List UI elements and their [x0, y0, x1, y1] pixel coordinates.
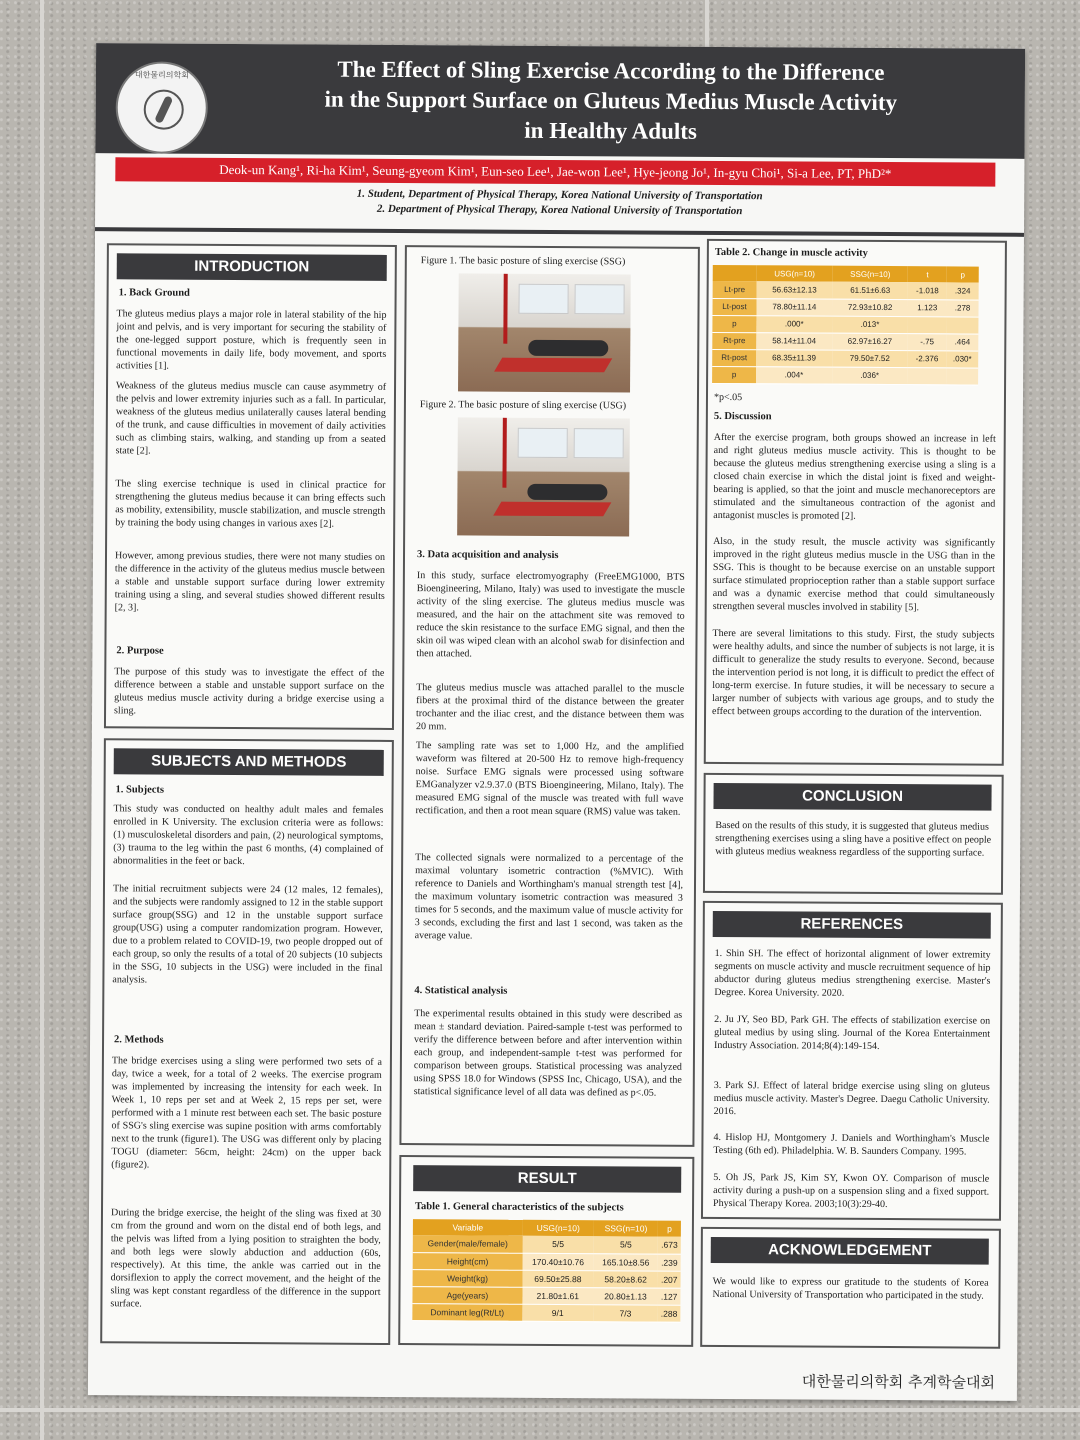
- data-analysis-section: [399, 245, 699, 1147]
- table-header: SSG(n=10): [594, 1220, 659, 1236]
- table-cell: .464: [946, 333, 978, 350]
- table-row: [713, 281, 979, 300]
- figure-2-photo: [457, 417, 630, 536]
- paragraph: The bridge exercises using a sling were performed two sets of a day, twice a week, for a total of 2 weeks. The exercise program was implemented by increasing the intensity for each week. In Week 1, 10 reps per set and at Week 2, 15 reps per set, were performed with a 1 minute rest between each set. The basic posture of SSG's sling exercise was supine position with arms comfortably next to the trunk (figure1). The USG was different only by placing TOGU (diameter: 56cm, height: 24cm) on the upper back (figure2).: [111, 1055, 382, 1171]
- table-row: [413, 1235, 681, 1254]
- table-cell: Age(years): [412, 1286, 522, 1304]
- paragraph: There are several limitations to this study. First, the study subjects were healthy adults, and since the number of subjects is not large, it is difficult to generalize the study results to everyone. Second, because the intervention period is not long, it is difficult to predict the effect of long-term exercise. In future studies, it will be necessary to secure a larger number of subjects with various age groups, and to study the effect between groups according to the duration of the intervention.: [712, 627, 995, 719]
- table-cell: 1.123: [908, 299, 947, 316]
- conference-footer: 대한물리의학회 추계학술대회: [801, 1372, 996, 1392]
- subsection-title: 4. Statistical analysis: [414, 985, 508, 997]
- reference-item: 1. Shin SH. The effect of horizontal alignment of lower extremity segments on muscle activity and muscle recruitment sequence of hip abductor during gluteus medius strengthening exercise. Master's Degree. Korea University. 2020.: [714, 947, 991, 999]
- table-header: SSG(n=10): [832, 266, 908, 282]
- paragraph: The collected signals were normalized to a percentage of the maximal voluntary isometric contraction (%MVIC). With reference to Daniels and Worthingham's manual strength test [4], the maximum voluntary isometric contraction was measured 3 times for 5 seconds, and the maximum value of muscle activity for 3 seconds, excluding the first and last 1 second, was taken as the average value.: [414, 852, 684, 942]
- paragraph: After the exercise program, both groups showed an increase in left and right gluteus medius muscle activity. This is thought to be because the gluteus medius strengthening exercise using a sling is a closed chain exercise in which the distal joint is fixed and weight-bearing is applied, so that the joint and muscle mechanoreceptors are stimulated and the simultaneous contraction of the agonist and antagonist muscles is promoted [2].: [713, 431, 996, 522]
- title-line: The Effect of Sling Exercise According to the Difference: [337, 56, 885, 85]
- table-cell: 21.80±1.61: [522, 1287, 593, 1304]
- paragraph: The gluteus medius muscle was attached parallel to the muscle fibers at the proximal third of the distance between the greater trochanter and the iliac crest, and the distance between them was 20 mm.: [415, 682, 685, 733]
- table-cell: 5/5: [523, 1236, 594, 1253]
- table-cell: p: [712, 366, 756, 383]
- table-cell: 68.35±11.39: [756, 349, 832, 366]
- table-cell: Height(cm): [413, 1252, 523, 1270]
- table-cell: -1.018: [908, 282, 947, 299]
- paragraph: Weakness of the gluteus medius muscle can cause asymmetry of the pelvis and lower extremity injuries such as a fall. In particular, weakness of the gluteus medius unilaterally causes lateral bending of the trunk, and cause difficulties in movement of daily activities such as climbing stairs, walking, and standing up from a seated state [2].: [115, 380, 387, 457]
- table-row: [712, 366, 978, 385]
- floor-seam: [705, 0, 709, 50]
- window-shape: [518, 428, 568, 458]
- mat-shape: [493, 502, 611, 517]
- table-title: Table 1. General characteristics of the subjects: [415, 1201, 624, 1214]
- paragraph: We would like to express our gratitude to the students of Korea National University of Transportation who participated in the study.: [712, 1275, 989, 1302]
- table-row: [413, 1252, 681, 1271]
- paragraph: Based on the results of this study, it is suggested that gluteus medius strengthening exercises using a sling have a positive effect on people with gluteus medius weakness regardless of the supporting surface.: [715, 819, 992, 859]
- reference-item: 2. Ju JY, Seo BD, Park GH. The effects of stabilization exercise on gluteal medius by using sling. Journal of the Korea Entertainment Industry Association. 2014;8(4):149-154.: [713, 1013, 991, 1052]
- table-cell: Lt-post: [712, 298, 756, 315]
- figure-caption: Figure 2. The basic posture of sling exercise (USG): [419, 399, 627, 412]
- paragraph: The initial recruitment subjects were 24 (12 males, 12 females), and the subjects were randomly assigned to 12 in the stable support surface group(SSG) and 12 in the unstable support surface group(USG) using a computer randomization program. However, due to a problem related to COVID-19, two people dropped out of each group, so only the results of a total of 20 subjects (10 subjects in the SSG, 10 subjects in the USG) were included in the final analysis.: [112, 883, 384, 986]
- table-header: USG(n=10): [523, 1220, 594, 1236]
- paragraph: The purpose of this study was to investigate the effect of the difference between a stable and unstable support surface on the gluteus medius muscle activity during a bridge exercise using a sling.: [114, 666, 385, 717]
- table-cell: Rt-pre: [712, 332, 756, 349]
- reference-item: 4. Hislop HJ, Montgomery J. Daniels and Worthingham's Muscle Testing (6th ed). Philadelphia. W. B. Saunders Company. 1995.: [713, 1131, 990, 1158]
- subsection-title: 3. Data acquisition and analysis: [416, 549, 559, 562]
- table-cell: 5/5: [594, 1236, 659, 1253]
- reference-item: 5. Oh JS, Park JS, Kim SY, Kwon OY. Comparison of muscle activity during a push-up on a suspension sling and a fixed support. Physical Therapy Korea. 2003;10(3):29-40.: [713, 1171, 990, 1211]
- sling-shape: [502, 418, 506, 488]
- floor-seam: [40, 0, 44, 1440]
- table-cell: 72.93±10.82: [832, 299, 908, 316]
- paragraph: Also, in the study result, the muscle activity was significantly improved in the right gluteus medius muscle in the USG than in the SSG. This is thought to be because exercise on an unstable support surface stimulated proprioception rather than a stable support surface and was a dynamic exercise method that could simultaneously strengthen several muscles involved in stability [5].: [712, 535, 996, 614]
- title-line: in the Support Surface on Gluteus Medius Muscle Activity: [324, 86, 898, 116]
- reference-item: 3. Park SJ. Effect of lateral bridge exercise using sling on gluteus medius muscle activity. Master's Degree. Daegu Catholic University. 2016.: [713, 1079, 990, 1118]
- table-header: [713, 265, 757, 281]
- conclusion-section: [703, 773, 1004, 895]
- table-header: t: [908, 266, 947, 282]
- table-header: Variable: [413, 1219, 523, 1236]
- paragraph: During the bridge exercise, the height of the sling was fixed at 30 cm from the ground and worn on the distal end of both legs, and the pelvis was lifted from a lying position to straighten the body, and both legs were slowly abduction and adduction (60s, respectively). At this time, the ankle was carried out in the dorsiflexion to apply the correct movement, and the height of the sling was kept constant regardless of the difference in the support surface.: [110, 1207, 382, 1310]
- figure-1-photo: [458, 273, 631, 392]
- table-cell: .127: [658, 1288, 681, 1305]
- subsection-title: 1. Subjects: [115, 784, 165, 796]
- table-cell: p: [712, 315, 756, 332]
- affiliations: [95, 185, 1024, 221]
- table-header: p: [947, 266, 979, 282]
- table-cell: 69.50±25.88: [522, 1270, 593, 1287]
- affiliation: 1. Student, Department of Physical Therapy, Korea National University of Transportation: [356, 187, 763, 203]
- table-cell: Weight(kg): [413, 1269, 523, 1287]
- table-cell: 56.63±12.13: [757, 281, 833, 298]
- paragraph: However, among previous studies, there were not many studies on the difference in the activity of the gluteus medius muscle between a stable and unstable support surface during lower extremity training using a sling, and several studies showed different results [2, 3].: [114, 550, 386, 614]
- table-cell: .288: [658, 1305, 681, 1322]
- sling-shape: [503, 274, 507, 344]
- table-row: [712, 332, 978, 351]
- section-heading: CONCLUSION: [713, 783, 991, 811]
- references-section: [701, 901, 1003, 1221]
- table-cell: 79.50±7.52: [832, 350, 908, 367]
- table-cell: [946, 367, 978, 384]
- discussion-section: [704, 239, 1007, 766]
- table-cell: 61.51±6.63: [832, 282, 908, 299]
- subsection-title: 1. Back Ground: [118, 287, 190, 299]
- logo-emblem-icon: [144, 89, 184, 129]
- paragraph: The sampling rate was set to 1,000 Hz, and the amplified waveform was filtered at 20-500 Hz to remove high-frequency noise. Surface EMG signals were processed using software EMGanalyzer v2.9.37.0 (BTS Bioengineering, Milano, Italy). The measured EMG signal of the muscle was treated with full wave rectification, and then a root mean square (RMS) value was taken.: [415, 740, 684, 818]
- section-heading: ACKNOWLEDGEMENT: [711, 1237, 989, 1265]
- window-shape: [574, 284, 624, 314]
- table-row: [413, 1269, 681, 1288]
- table-cell: .239: [658, 1254, 681, 1271]
- acknowledgement-section: [700, 1227, 1001, 1349]
- table-cell: 62.97±16.27: [832, 333, 908, 350]
- title-line: in Healthy Adults: [524, 117, 697, 144]
- paragraph: The experimental results obtained in this study were described as mean ± standard deviation. Paired-sample t-test was performed to verify the difference between before and after intervention within each group, and independent-sample t-test was performed for comparison between groups. Statistical processing was analyzed using SPSS 18.0 for Windows (SPSS Inc, Chicago, USA), and the statistical significance level of all data was defined as p<.05.: [413, 1008, 683, 1099]
- author-list: Deok-un Kang¹, Ri-ha Kim¹, Seung-gyeom Kim¹, Eun-seo Lee¹, Jae-won Lee¹, Hye-jeong Jo¹, In-gyu Choi¹, Si-a Lee, PT, PhD²*: [115, 157, 995, 186]
- window-shape: [574, 428, 624, 458]
- table-cell: .324: [947, 282, 979, 299]
- section-heading: REFERENCES: [713, 911, 991, 939]
- table-cell: 58.14±11.04: [756, 332, 832, 349]
- paragraph: The gluteus medius plays a major role in lateral stability of the hip joint and pelvis, and is very important for securing the stability of the one-legged support posture, which is frequently seen in functional movements in daily life, body movement, and sports activities [1].: [116, 308, 387, 372]
- table-row: [412, 1286, 680, 1305]
- window-shape: [518, 284, 568, 314]
- society-logo: [115, 61, 208, 154]
- introduction-section: [104, 243, 397, 730]
- table-cell: Rt-post: [712, 349, 756, 366]
- table-cell: 78.80±11.14: [756, 298, 832, 315]
- table-cell: .004*: [756, 366, 832, 383]
- table-cell: .673: [658, 1237, 681, 1254]
- subsection-title: 2. Purpose: [116, 645, 164, 657]
- table-cell: 9/1: [522, 1304, 593, 1321]
- result-section: [398, 1155, 694, 1347]
- table-cell: [946, 316, 978, 333]
- table-cell: .013*: [832, 316, 908, 333]
- table-cell: 7/3: [593, 1304, 658, 1321]
- table-cell: 20.80±1.13: [593, 1287, 658, 1304]
- table-cell: 165.10±8.56: [593, 1253, 658, 1270]
- subsection-title: 2. Methods: [114, 1034, 164, 1046]
- table-cell: -.75: [908, 333, 947, 350]
- table-row: [712, 315, 978, 334]
- section-heading: SUBJECTS AND METHODS: [114, 748, 384, 776]
- figure-caption: Figure 1. The basic posture of sling exercise (SSG): [420, 255, 626, 268]
- table-row: [412, 1303, 680, 1322]
- table-1: [412, 1219, 681, 1322]
- table-cell: [908, 367, 947, 384]
- divider: [95, 227, 1024, 237]
- logo-text: 대한물리의학회: [134, 70, 190, 80]
- table-note: *p<.05: [713, 391, 743, 404]
- floor-seam: [0, 1408, 1080, 1412]
- poster: [88, 43, 1025, 1401]
- table-cell: -2.376: [908, 350, 947, 367]
- paragraph: The sling exercise technique is used in clinical practice for strengthening the gluteus medius because it can bring effects such as mobility, extensibility, muscle stabilization, and muscle strength by training the body using changes in various axes [2].: [115, 478, 386, 530]
- table-title: Table 2. Change in muscle activity: [714, 246, 868, 259]
- section-heading: INTRODUCTION: [117, 253, 387, 281]
- table-cell: Dominant leg(Rt/Lt): [412, 1303, 522, 1321]
- poster-title: [226, 54, 997, 149]
- table-header: USG(n=10): [757, 265, 833, 281]
- paragraph: This study was conducted on healthy adult males and females enrolled in K University. The exclusion criteria were as follows: (1) musculoskeletal disorders and pain, (2) neurological symptoms, (3) trauma to the leg within the past 6 months, (4) complained of abnormalities in the feet or back.: [113, 803, 384, 868]
- table-cell: Gender(male/female): [413, 1235, 523, 1253]
- subsection-title: 5. Discussion: [713, 410, 772, 423]
- person-shape: [527, 484, 607, 500]
- table-row: [712, 298, 978, 317]
- mat-shape: [494, 358, 612, 373]
- table-header: p: [658, 1221, 681, 1237]
- section-heading: RESULT: [413, 1165, 681, 1193]
- table-cell: [908, 316, 947, 333]
- table-cell: .030*: [946, 350, 978, 367]
- affiliation: 2. Department of Physical Therapy, Korea National University of Transportation: [376, 202, 743, 218]
- table-cell: 170.40±10.76: [522, 1253, 593, 1270]
- table-cell: .207: [658, 1271, 681, 1288]
- table-cell: .278: [947, 299, 979, 316]
- person-shape: [528, 340, 608, 356]
- methods-section: [100, 738, 394, 1345]
- table-cell: Lt-pre: [713, 281, 757, 298]
- table-cell: .000*: [756, 315, 832, 332]
- table-cell: .036*: [832, 367, 908, 384]
- table-2: [712, 265, 979, 385]
- paragraph: In this study, surface electromyography (FreeEMG1000, BTS Bioengineering, Milano, Italy) was used to investigate the muscle activity of the sling exercise. The gluteus medius muscle was measured, and the hair on the attachment site was removed to reduce the skin resistance to the surface EMG signal, and then the skin oil was wiped clean with an alcohol swab for disinfection and then attached.: [416, 570, 685, 660]
- table-cell: 58.20±8.62: [593, 1270, 658, 1287]
- poster-header: [95, 43, 1025, 159]
- table-row: [712, 349, 978, 368]
